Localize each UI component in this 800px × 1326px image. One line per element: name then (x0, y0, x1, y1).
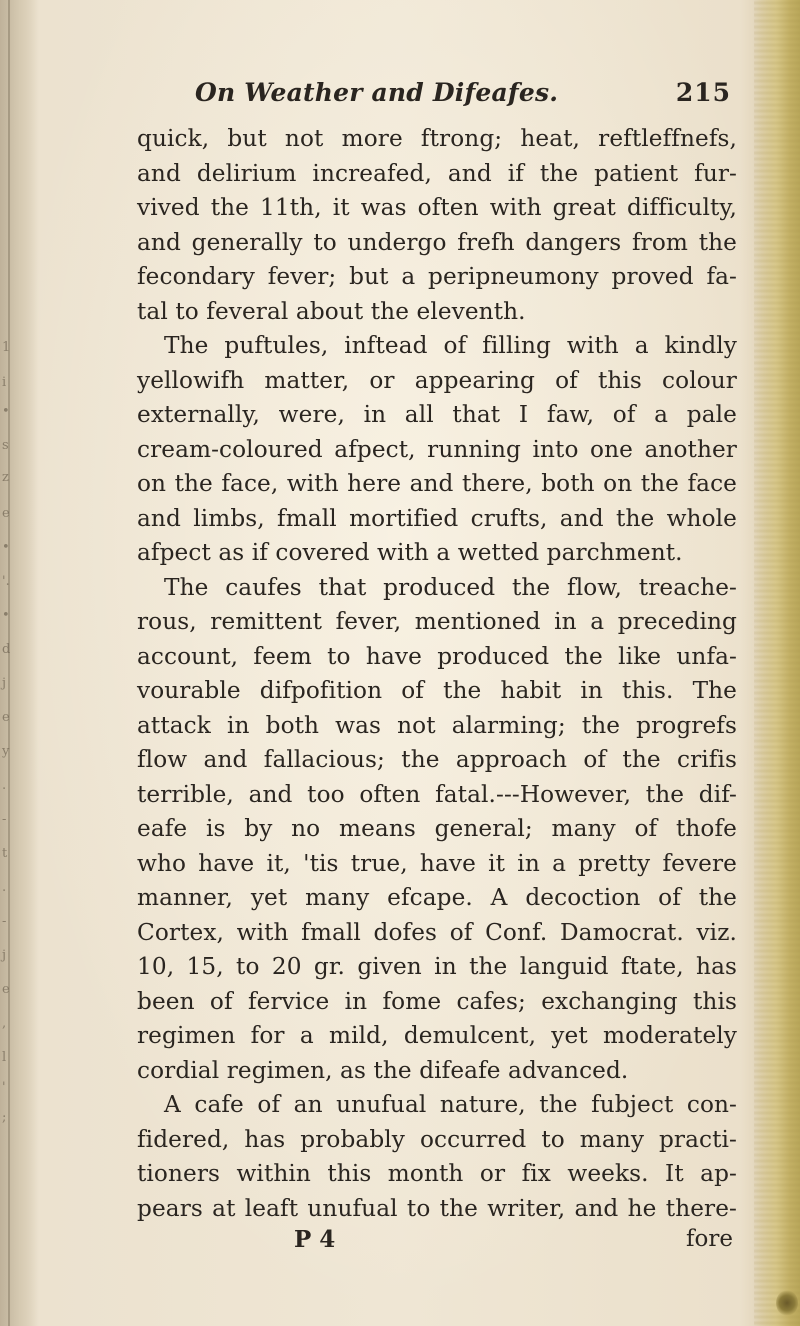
margin-mark: • (2, 540, 10, 555)
text-line: rous, remittent fever, mentioned in a preceding (137, 608, 737, 635)
right-page-edge (754, 0, 800, 1326)
text-line: A cafe of an unufual nature, the fubject con- (164, 1091, 737, 1118)
text-block (137, 78, 737, 1260)
text-line: fecondary fever; but a peripneumony proved fa- (137, 263, 737, 290)
text-line: Cortex, with fmall dofes of Conf. Damocrat. viz. (137, 918, 737, 946)
margin-mark: . (2, 880, 7, 895)
margin-mark: s (2, 438, 9, 453)
signature-line (137, 1226, 737, 1260)
text-line: externally, were, in all that I faw, of a pale (137, 401, 737, 428)
margin-mark: • (2, 608, 10, 623)
margin-mark: ; (2, 1110, 7, 1125)
text-line: and delirium increafed, and if the patient fur- (137, 159, 737, 187)
text-line: and generally to undergo frefh dangers from the (137, 228, 737, 256)
signature-mark: P 4 (294, 1226, 336, 1253)
margin-mark: e (2, 710, 10, 725)
text-line: quick, but not more ftrong; heat, reftleffnefs, (137, 125, 737, 152)
text-line: tal to feveral about the eleventh. (137, 297, 526, 325)
text-line: vourable difpofition of the habit in this. The (137, 677, 737, 704)
margin-mark: d (2, 642, 11, 657)
corner-stain (776, 1290, 798, 1316)
text-line: tioners within this month or fix weeks. It ap- (137, 1160, 737, 1187)
margin-mark: , (2, 1016, 7, 1031)
margin-mark: ' (2, 1080, 6, 1095)
text-line: who have it, 'tis true, have it in a pretty fevere (137, 849, 737, 877)
running-title: On Weather and Difeafes. (195, 78, 559, 107)
margin-mark: e (2, 982, 10, 997)
text-line: eafe is by no means general; many of thofe (137, 815, 737, 842)
text-line: flow and fallacious; the approach of the crifis (137, 746, 737, 773)
margin-mark: . (2, 778, 7, 793)
margin-mark: '. (2, 574, 10, 589)
margin-mark: z (2, 470, 9, 485)
margin-mark: y (2, 744, 10, 759)
margin-mark: • (2, 404, 10, 419)
margin-mark: - (2, 914, 7, 929)
text-line: afpect as if covered with a wetted parchment. (137, 539, 683, 566)
text-line: on the face, with here and there, both on the face (137, 470, 737, 497)
text-line: manner, yet many efcape. A decoction of the (137, 884, 737, 911)
text-line: and limbs, fmall mortified crufts, and the whole (137, 504, 737, 532)
text-line: The caufes that produced the flow, treache- (164, 573, 737, 601)
running-head (137, 78, 737, 122)
margin-mark: j (2, 948, 7, 963)
margin-mark: - (2, 812, 7, 827)
margin-mark: j (2, 676, 7, 691)
margin-mark: 1 (2, 340, 11, 355)
text-line: 10, 15, to 20 gr. given in the languid ftate, has (137, 953, 737, 980)
text-line: vived the 11th, it was often with great difficulty, (137, 194, 737, 221)
text-line: cordial regimen, as the difeafe advanced. (137, 1056, 629, 1084)
text-line: regimen for a mild, demulcent, yet moderately (137, 1022, 737, 1049)
gutter-edge-line (8, 0, 10, 1326)
margin-mark: t (2, 846, 8, 861)
margin-mark: i (2, 375, 7, 390)
text-line: The puftules, inftead of filling with a kindly (164, 332, 737, 359)
margin-mark: e (2, 506, 10, 521)
text-line: cream-coloured afpect, running into one another (137, 435, 737, 463)
text-line: yellowifh matter, or appearing of this colour (137, 366, 737, 394)
left-gutter (0, 0, 38, 1326)
text-line: attack in both was not alarming; the progrefs (137, 711, 737, 739)
text-line: pears at leaft unufual to the writer, and he there- (137, 1194, 737, 1222)
page-number: 215 (675, 78, 731, 107)
text-line: terrible, and too often fatal.---However, the dif- (137, 780, 737, 808)
catchword: fore (686, 1226, 733, 1252)
text-line: fidered, has probably occurred to many practi- (137, 1125, 737, 1153)
text-line: account, feem to have produced the like unfa- (137, 642, 737, 670)
margin-mark: l (2, 1050, 7, 1065)
text-line: been of fervice in fome cafes; exchanging this (137, 987, 737, 1015)
